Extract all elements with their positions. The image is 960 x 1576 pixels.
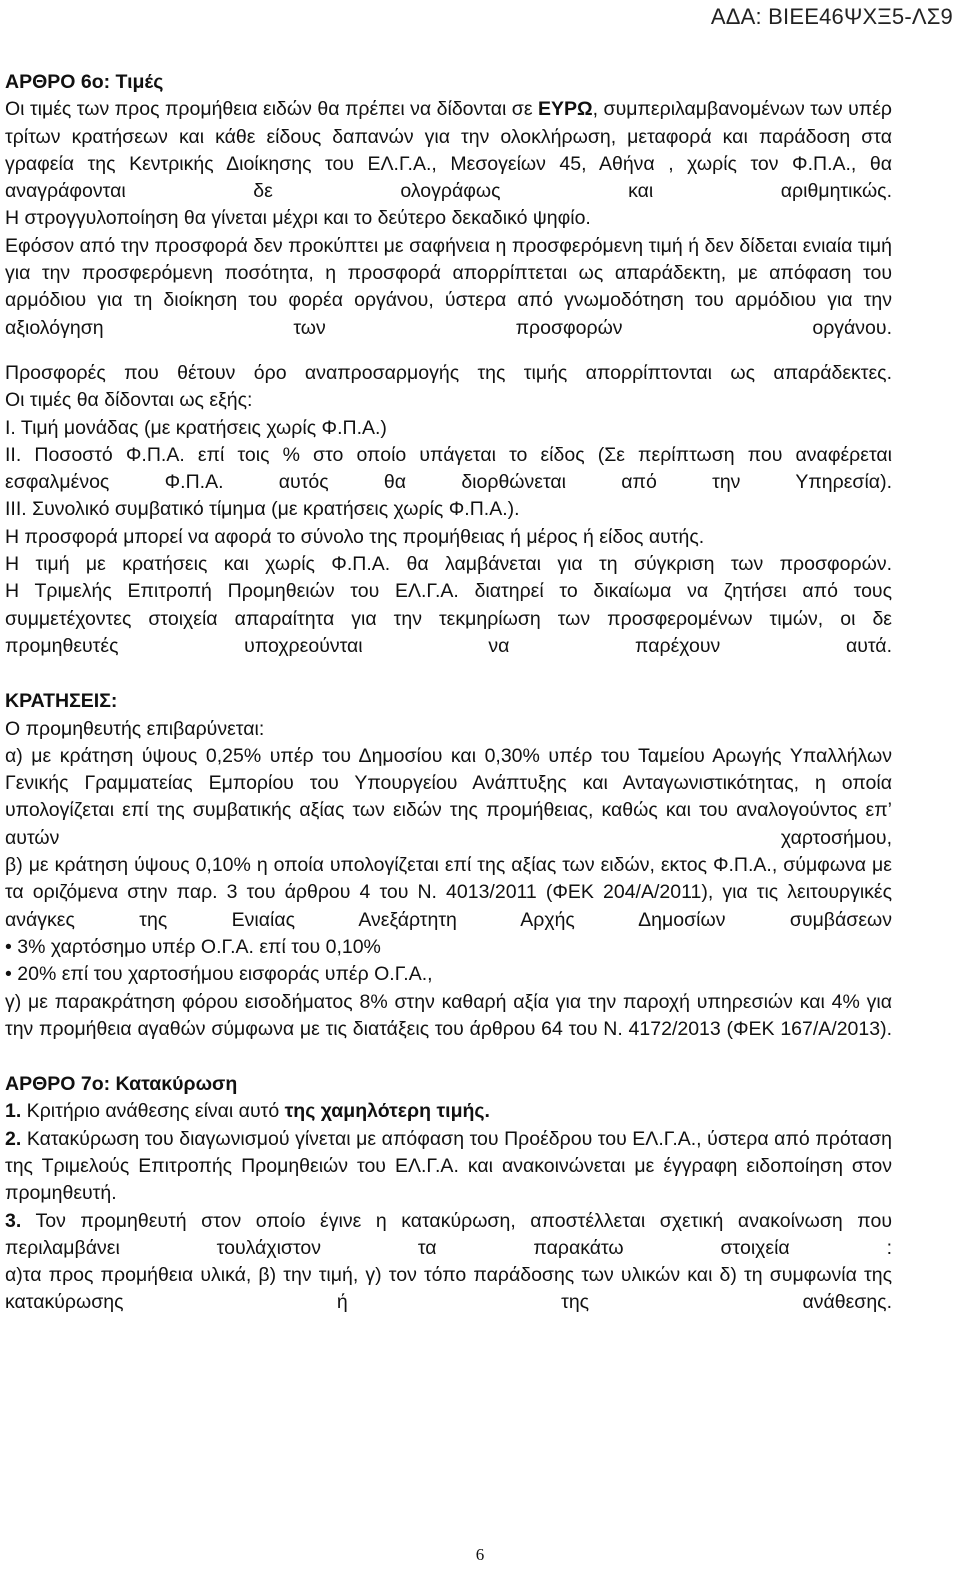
price-item-1: Ι. Τιμή μονάδας (με κρατήσεις χωρίς Φ.Π.Α.): [5, 416, 387, 439]
article-7-title: ΑΡΘΡΟ 7ο: Κατακύρωση: [5, 1073, 238, 1096]
art7-item-3-details: α)τα προς προμήθεια υλικά, β) την τιμή, γ) τον τόπο παράδοσης των υλικών και δ) τη συμφωνία της κατακύρωσης ή της ανάθεσης.: [5, 1264, 892, 1314]
page-number: 6: [475, 1545, 485, 1564]
kratisi-a: α) με κράτηση ύψους 0,25% υπέρ του Δημοσίου και 0,30% υπέρ του Ταμείου Αρωγής Υπαλλήλων Γενικής Γραμματείας Εμπορίου του Υπουργείου Ανάπτυξης και Ανταγωνιστικότητας, η οποία υπολογίζεται επί της συμβατικής αξίας των ειδών της προμήθειας, καθώς και του αναλογούντος επ’ αυτών χαρτοσήμου,: [5, 744, 892, 849]
art6-paragraph-7: Η τιμή με κρατήσεις και χωρίς Φ.Π.Α. θα λαμβάνεται για τη σύγκριση των προσφορών.: [5, 553, 892, 576]
bullet-item: • 3% χαρτόσημο υπέρ Ο.Γ.Α. επί του 0,10%: [5, 935, 381, 958]
art6-paragraph-4: Προσφορές που θέτουν όρο αναπροσαρμογής της τιμής απορρίπτονται ως απαράδεκτες.: [5, 361, 892, 384]
kratiseis-title: ΚΡΑΤΗΣΕΙΣ:: [5, 690, 118, 713]
bullet-icon: •: [5, 963, 12, 986]
kratisi-b: β) με κράτηση ύψους 0,10% η οποία υπολογίζεται επί της αξίας των ειδών, εκτος Φ.Π.Α., σύμφωνα με τα οριζόμενα στην παρ. 3 του άρθρου 4 του Ν. 4013/2011 (ΦΕΚ 204/Α/2011), για τις λειτουργικές ανάγκες της Ενιαίας Ανεξάρτητη Αρχής Δημοσίων συμβάσεων: [5, 854, 892, 931]
art7-item-2: 2. Κατακύρωση του διαγωνισμού γίνεται με απόφαση του Προέδρου του ΕΛ.Γ.Α., ύστερα από πρόταση της Τριμελούς Επιτροπής Προμηθειών του ΕΛ.Γ.Α. και ανακοινώνεται με έγγραφη ειδοποίηση στον προμηθευτή.: [5, 1127, 892, 1205]
kratiseis-intro: Ο προμηθευτής επιβαρύνεται:: [5, 717, 265, 740]
bullet-icon: •: [5, 935, 12, 958]
art7-item-1: 1. Κριτήριο ανάθεσης είναι αυτό της χαμηλότερη τιμής.: [5, 1100, 490, 1123]
kratisi-c: γ) με παρακράτηση φόρου εισοδήματος 8% στην καθαρή αξία για την παροχή υπηρεσιών και 4% για την προμήθεια αγαθών σύμφωνα με τις διατάξεις του άρθρου 64 του Ν. 4172/2013 (ΦΕΚ 167/Α/2013).: [5, 990, 892, 1040]
article-6-title: ΑΡΘΡΟ 6ο: Τιμές: [5, 71, 164, 93]
ada-code: ΑΔΑ: ΒΙΕΕ46ΨΧΞ5-ΛΣ9: [710, 4, 953, 29]
art6-paragraph-8: Η Τριμελής Επιτροπή Προμηθειών του ΕΛ.Γ.Α. διατηρεί το δικαίωμα να ζητήσει από τους συμμετέχοντες στοιχεία απαραίτητα για την τεκμηρίωση των προσφερομένων τιμών, οι δε προμηθευτές υποχρεούνται να παρέχουν αυτά.: [5, 580, 892, 657]
document-body: [5, 69, 892, 1317]
art7-item-3: 3. Τον προμηθευτή στον οποίο έγινε η κατακύρωση, αποστέλλεται σχετική ανακοίνωση που περιλαμβάνει τουλάχιστον τα παρακάτω στοιχεία :: [5, 1209, 892, 1259]
bullet-item: • 20% επί του χαρτοσήμου εισφοράς υπέρ Ο.Γ.Α.,: [5, 963, 433, 986]
art6-paragraph-6: Η προσφορά μπορεί να αφορά το σύνολο της προμήθειας ή μέρος ή είδος αυτής.: [5, 525, 705, 548]
price-item-3: ΙΙΙ. Συνολικό συμβατικό τίμημα (με κρατήσεις χωρίς Φ.Π.Α.).: [5, 498, 520, 521]
art6-paragraph-2: Η στρογγυλοποίηση θα γίνεται μέχρι και το δεύτερο δεκαδικό ψηφίο.: [5, 207, 591, 230]
art6-paragraph-3: Εφόσον από την προσφορά δεν προκύπτει με σαφήνεια η προσφερόμενη τιμή ή δεν δίδεται ενιαία τιμή για την προσφερόμενη ποσότητα, η προσφορά απορρίπτεται ως απαράδεκτη, με απόφαση του αρμόδιου για τη διοίκηση του φορέα οργάνου, ύστερα από γνωμοδότηση του αρμόδιου για την αξιολόγηση των προσφορών οργάνου.: [5, 234, 892, 339]
art6-paragraph-1: Οι τιμές των προς προμήθεια ειδών θα πρέπει να δίδονται σε ΕΥΡΩ, συμπεριλαμβανομένων των υπέρ τρίτων κρατήσεων και κάθε είδους δαπανών για την ολοκλήρωση, μεταφορά και παράδοση στα γραφεία της Κεντρικής Διοίκησης του ΕΛ.Γ.Α., Μεσογείων 45, Αθήνα , χωρίς τον Φ.Π.Α., θα αναγράφονται δε ολογράφως και αριθμητικώς.: [5, 98, 893, 203]
price-item-2: ΙΙ. Ποσοστό Φ.Π.Α. επί τοις % στο οποίο υπάγεται το είδος (Σε περίπτωση που αναφέρεται εσφαλμένος Φ.Π.Α. αυτός θα διορθώνεται από την Υπηρεσία).: [5, 443, 892, 494]
art6-paragraph-5: Οι τιμές θα δίδονται ως εξής:: [5, 389, 253, 412]
